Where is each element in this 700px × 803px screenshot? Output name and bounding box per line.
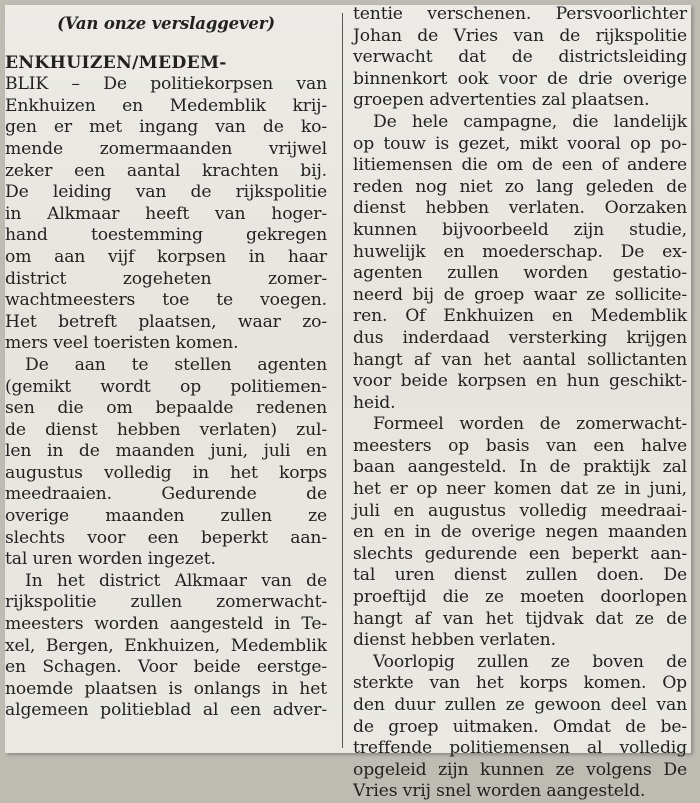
right-column-line: Vries vrij snel worden aangesteld. bbox=[353, 781, 646, 802]
right-column-line: De hele campagne, die landelijk bbox=[373, 111, 687, 132]
right-column-line: binnenkort ook voor de drie overige bbox=[353, 68, 687, 89]
right-column-line: de groep uitmaken. Omdat de be- bbox=[353, 716, 687, 737]
right-column-line: tentie verschenen. Persvoorlichter bbox=[353, 4, 687, 24]
right-column-line: Voorlopig zullen ze boven de bbox=[373, 651, 687, 672]
left-column-line: algemeen politieblad al een adver- bbox=[5, 700, 327, 721]
right-column-line: meesters op basis van een halve bbox=[353, 435, 687, 456]
right-column-line: op touw is gezet, mikt vooral op po- bbox=[353, 133, 687, 154]
left-column-line: mers veel toeristen komen. bbox=[5, 333, 239, 354]
left-column-line: district zogeheten zomer- bbox=[5, 268, 327, 289]
right-column-text bbox=[353, 4, 687, 803]
right-column-line: agenten zullen worden gestatio- bbox=[353, 263, 687, 284]
column-divider bbox=[342, 13, 343, 748]
right-column-line: juli en augustus volledig meedraai- bbox=[353, 500, 687, 521]
left-column-line: De leiding van de rijkspolitie bbox=[5, 182, 327, 203]
left-column-line: slechts voor een beperkt aan- bbox=[5, 527, 327, 548]
right-column-line: reden nog niet zo lang geleden de bbox=[353, 176, 687, 197]
right-column-line: hangt af van het tijdvak dat ze de bbox=[353, 608, 687, 629]
right-column-line: verwacht dat de districtsleiding bbox=[353, 47, 687, 68]
left-column-line: xel, Bergen, Enkhuizen, Medemblik bbox=[5, 635, 327, 656]
right-column-line: proeftijd die ze moeten doorlopen bbox=[353, 587, 687, 608]
left-column-line: en Schagen. Voor beide eerstge- bbox=[5, 657, 327, 678]
left-column-line: tal uren worden ingezet. bbox=[5, 549, 216, 570]
newspaper-clipping bbox=[5, 4, 691, 802]
right-column-line: litiemensen die om de een of andere bbox=[353, 155, 687, 176]
right-column-line: neerd bij de groep waar ze sollicite- bbox=[353, 284, 687, 305]
left-column-line: gen er met ingang van de ko- bbox=[5, 117, 327, 138]
right-column-line: opgeleid zijn kunnen ze volgens De bbox=[353, 759, 687, 780]
left-column-text bbox=[5, 74, 327, 722]
right-column-line: het er op neer komen dat ze in juni, bbox=[353, 479, 687, 500]
left-column-line: len in de maanden juni, juli en bbox=[5, 441, 327, 462]
right-column-line: den duur zullen ze gewoon deel van bbox=[353, 695, 687, 715]
left-column bbox=[5, 5, 327, 722]
right-column-line: kunnen bijvoorbeeld zijn studie, bbox=[353, 219, 687, 240]
right-column-line: Formeel worden de zomerwacht- bbox=[373, 414, 687, 435]
right-column-line: heid. bbox=[353, 392, 396, 413]
left-column-line: wachtmeesters toe te voegen. bbox=[5, 290, 327, 311]
left-column-line: hand toestemming gekregen bbox=[5, 225, 327, 246]
left-column-line: (gemikt wordt op politiemen- bbox=[5, 376, 327, 397]
left-column-line: de dienst hebben verlaten) zul- bbox=[5, 419, 327, 440]
right-column-line: baan aangesteld. In de praktijk zal bbox=[353, 457, 687, 478]
left-column-line: om aan vijf korpsen in haar bbox=[5, 246, 327, 267]
left-column-line: In het district Alkmaar van de bbox=[25, 570, 327, 591]
right-column bbox=[353, 4, 687, 803]
right-column-line: en en in de overige negen maanden bbox=[353, 522, 687, 543]
right-column-line: groepen advertenties zal plaatsen. bbox=[353, 90, 650, 111]
byline: (Van onze verslaggever) bbox=[57, 14, 275, 33]
left-column-line: Enkhuizen en Medemblik krij- bbox=[5, 95, 327, 116]
right-column-line: Johan de Vries van de rijkspolitie bbox=[353, 25, 687, 46]
left-column-line: Het betreft plaatsen, waar zo- bbox=[5, 311, 327, 332]
left-column-line: rijkspolitie zullen zomerwacht- bbox=[5, 592, 327, 613]
left-column-line: meedraaien. Gedurende de bbox=[5, 484, 327, 505]
right-column-line: voor beide korpsen en hun geschikt- bbox=[353, 371, 687, 392]
right-column-line: sterkte van het korps komen. Op bbox=[353, 673, 687, 694]
left-column-line: De aan te stellen agenten bbox=[25, 354, 327, 375]
left-column-line: mende zomermaanden vrijwel bbox=[5, 138, 327, 159]
left-column-line: sen die om bepaalde redenen bbox=[5, 398, 327, 419]
right-column-line: hangt af van het aantal sollictanten bbox=[353, 349, 687, 370]
right-column-line: dus inderdaad versterking krijgen bbox=[353, 327, 687, 348]
right-column-line: treffende politiemensen al volledig bbox=[353, 738, 687, 759]
dateline: ENKHUIZEN/MEDEM- bbox=[5, 52, 227, 73]
left-column-line: noemde plaatsen is onlangs in het bbox=[5, 678, 327, 699]
left-column-line: meesters worden aangesteld in Te- bbox=[5, 614, 327, 635]
left-column-line: BLIK – De politiekorpsen van bbox=[5, 74, 327, 95]
right-column-line: huwelijk en moederschap. De ex- bbox=[353, 241, 687, 262]
right-column-line: dienst hebben verlaten. bbox=[353, 630, 556, 651]
right-column-line: tal uren dienst zullen doen. De bbox=[353, 565, 687, 586]
right-column-line: ren. Of Enkhuizen en Medemblik bbox=[353, 306, 687, 327]
left-column-line: zeker een aantal krachten bij. bbox=[5, 160, 327, 181]
left-column-line: overige maanden zullen ze bbox=[5, 506, 327, 527]
right-column-line: slechts gedurende een beperkt aan- bbox=[353, 543, 687, 564]
right-column-line: dienst hebben verlaten. Oorzaken bbox=[353, 198, 687, 219]
left-column-line: in Alkmaar heeft van hoger- bbox=[5, 203, 327, 224]
left-column-line: augustus volledig in het korps bbox=[5, 462, 327, 483]
